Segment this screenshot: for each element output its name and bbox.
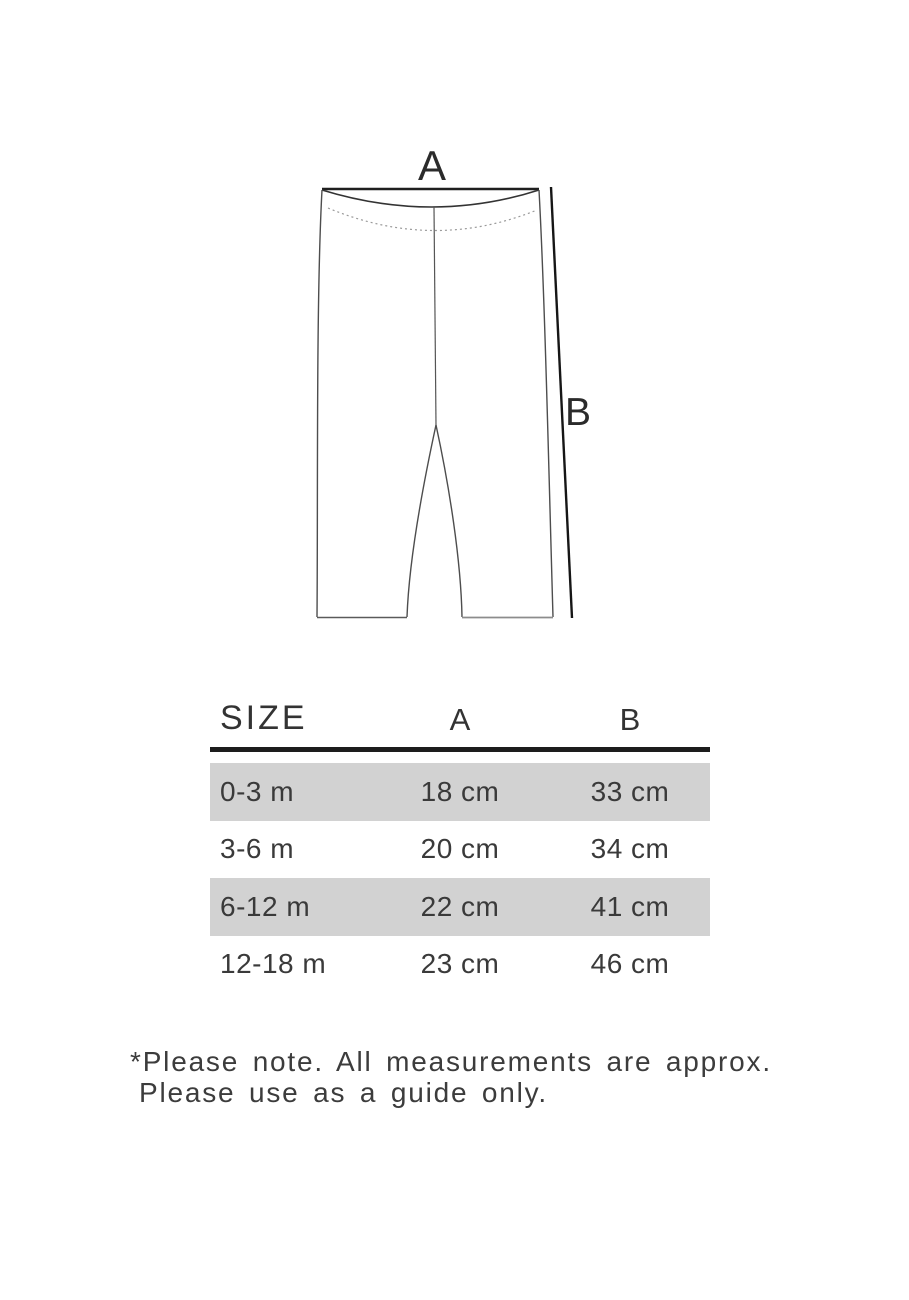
cell-b: 33 cm bbox=[590, 775, 670, 807]
header-a: A bbox=[449, 702, 471, 737]
waistband-curve bbox=[322, 190, 539, 207]
cell-a: 20 cm bbox=[420, 833, 500, 865]
measurement-label-a: A bbox=[417, 142, 447, 189]
cell-b: 46 cm bbox=[590, 948, 670, 980]
cell-size: 12-18 m bbox=[220, 948, 327, 980]
cell-size: 3-6 m bbox=[220, 833, 295, 865]
left-inner-edge bbox=[407, 425, 436, 617]
cell-size: 0-3 m bbox=[220, 775, 295, 807]
header-rule bbox=[210, 747, 710, 752]
cell-a: 18 cm bbox=[420, 775, 500, 807]
cell-size: 6-12 m bbox=[220, 890, 311, 922]
header-size: SIZE bbox=[220, 699, 308, 737]
cell-b: 34 cm bbox=[590, 833, 670, 865]
header-b: B bbox=[619, 702, 641, 737]
cell-a: 23 cm bbox=[420, 948, 500, 980]
left-outer-edge bbox=[317, 190, 322, 617]
waistband-stitch-line bbox=[328, 208, 537, 231]
center-seam-line bbox=[434, 207, 436, 425]
right-outer-edge bbox=[539, 190, 553, 617]
size-table bbox=[210, 694, 710, 993]
table-row bbox=[210, 936, 710, 994]
table-row bbox=[210, 821, 710, 879]
cell-a: 22 cm bbox=[420, 890, 500, 922]
disclaimer-note bbox=[130, 1047, 772, 1108]
disclaimer-line-1: *Please note. All measurements are approx. bbox=[130, 1046, 772, 1077]
table-row bbox=[210, 878, 710, 936]
size-table-header bbox=[210, 694, 710, 747]
size-table-rows bbox=[210, 763, 710, 993]
right-inner-edge bbox=[436, 425, 462, 617]
measurement-label-b: B bbox=[565, 391, 592, 434]
disclaimer-line-2: Please use as a guide only. bbox=[139, 1076, 548, 1108]
cell-b: 41 cm bbox=[590, 890, 670, 922]
table-row bbox=[210, 763, 710, 821]
